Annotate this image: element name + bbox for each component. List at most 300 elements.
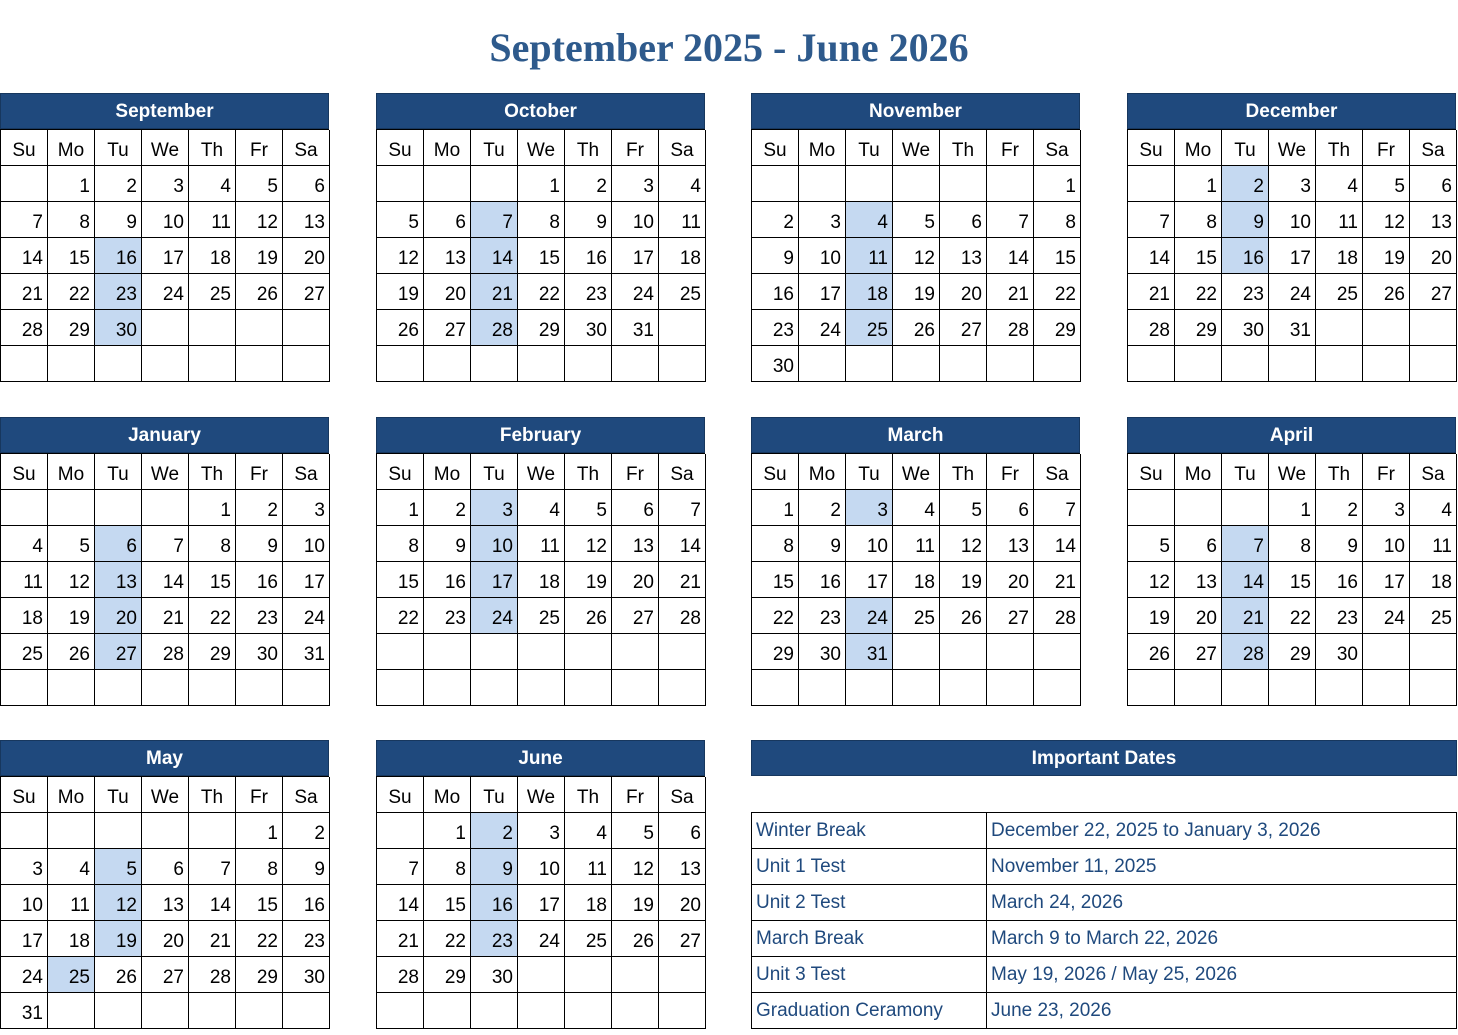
empty-cell xyxy=(893,670,940,706)
day-cell: 4 xyxy=(518,490,565,526)
day-cell: 5 xyxy=(1363,166,1410,202)
day-cell: 4 xyxy=(48,849,95,885)
weekday-label: Sa xyxy=(283,777,330,813)
weekday-label: Su xyxy=(752,454,799,490)
day-cell: 12 xyxy=(565,526,612,562)
day-cell: 26 xyxy=(1363,274,1410,310)
empty-cell xyxy=(142,490,189,526)
day-cell: 18 xyxy=(518,562,565,598)
day-cell: 29 xyxy=(1175,310,1222,346)
empty-cell xyxy=(565,670,612,706)
empty-cell xyxy=(142,813,189,849)
empty-cell xyxy=(1363,346,1410,382)
empty-cell xyxy=(424,166,471,202)
day-cell: 9 xyxy=(283,849,330,885)
empty-cell xyxy=(189,346,236,382)
day-cell: 17 xyxy=(142,238,189,274)
weekday-label: Sa xyxy=(1410,454,1457,490)
empty-cell xyxy=(846,670,893,706)
day-cell: 15 xyxy=(48,238,95,274)
event-date: March 9 to March 22, 2026 xyxy=(987,921,1457,957)
empty-cell xyxy=(659,310,706,346)
month-april xyxy=(1127,417,1456,706)
page-title: September 2025 - June 2026 xyxy=(489,25,969,70)
month-grid xyxy=(751,129,1080,382)
day-cell: 18 xyxy=(893,562,940,598)
day-cell: 16 xyxy=(799,562,846,598)
empty-cell xyxy=(659,634,706,670)
empty-cell xyxy=(799,166,846,202)
day-cell: 15 xyxy=(1175,238,1222,274)
empty-cell xyxy=(612,670,659,706)
day-cell: 14 xyxy=(142,562,189,598)
empty-cell xyxy=(1,813,48,849)
day-cell: 9 xyxy=(95,202,142,238)
day-cell: 2 xyxy=(471,813,518,849)
day-cell: 4 xyxy=(659,166,706,202)
day-cell: 7 xyxy=(659,490,706,526)
day-cell: 29 xyxy=(48,310,95,346)
empty-cell xyxy=(471,993,518,1029)
day-cell: 21 xyxy=(377,921,424,957)
day-cell: 5 xyxy=(565,490,612,526)
day-cell: 5 xyxy=(893,202,940,238)
empty-cell xyxy=(377,346,424,382)
month-name: January xyxy=(0,417,329,453)
weekday-label: Fr xyxy=(612,777,659,813)
day-cell: 16 xyxy=(565,238,612,274)
important-dates-panel xyxy=(751,740,1457,1029)
event-name: Winter Break xyxy=(752,813,987,849)
event-name: Unit 3 Test xyxy=(752,957,987,993)
day-cell: 14 xyxy=(1222,562,1269,598)
day-cell: 10 xyxy=(142,202,189,238)
empty-cell xyxy=(987,166,1034,202)
empty-cell xyxy=(565,346,612,382)
weekday-label: Su xyxy=(1,454,48,490)
day-cell: 19 xyxy=(1128,598,1175,634)
day-cell: 28 xyxy=(377,957,424,993)
day-cell: 1 xyxy=(236,813,283,849)
day-cell: 26 xyxy=(95,957,142,993)
weekday-label: Tu xyxy=(471,777,518,813)
empty-cell xyxy=(142,310,189,346)
empty-cell xyxy=(987,346,1034,382)
day-cell: 20 xyxy=(1175,598,1222,634)
empty-cell xyxy=(1034,346,1081,382)
day-cell: 12 xyxy=(1128,562,1175,598)
day-cell: 26 xyxy=(377,310,424,346)
weekday-label: We xyxy=(1269,130,1316,166)
day-cell: 8 xyxy=(424,849,471,885)
day-cell: 6 xyxy=(424,202,471,238)
day-cell: 21 xyxy=(1128,274,1175,310)
weekday-label: Fr xyxy=(236,454,283,490)
month-name: June xyxy=(376,740,705,776)
day-cell: 17 xyxy=(1269,238,1316,274)
day-cell: 3 xyxy=(1363,490,1410,526)
day-cell: 7 xyxy=(1034,490,1081,526)
empty-cell xyxy=(424,634,471,670)
day-cell: 1 xyxy=(377,490,424,526)
day-cell: 26 xyxy=(565,598,612,634)
day-cell: 6 xyxy=(987,490,1034,526)
day-cell: 25 xyxy=(518,598,565,634)
month-grid xyxy=(376,776,705,1029)
day-cell: 13 xyxy=(424,238,471,274)
month-june xyxy=(376,740,705,1029)
empty-cell xyxy=(236,310,283,346)
day-cell: 2 xyxy=(95,166,142,202)
day-cell: 21 xyxy=(987,274,1034,310)
day-cell: 19 xyxy=(612,885,659,921)
day-cell: 13 xyxy=(987,526,1034,562)
month-grid xyxy=(1127,453,1456,706)
day-cell: 12 xyxy=(893,238,940,274)
important-date-row xyxy=(752,813,1457,849)
day-cell: 25 xyxy=(48,957,95,993)
empty-cell xyxy=(1410,310,1457,346)
event-name: March Break xyxy=(752,921,987,957)
empty-cell xyxy=(893,346,940,382)
weekday-label: Fr xyxy=(987,130,1034,166)
day-cell: 28 xyxy=(987,310,1034,346)
day-cell: 2 xyxy=(1316,490,1363,526)
day-cell: 16 xyxy=(95,238,142,274)
day-cell: 14 xyxy=(1128,238,1175,274)
day-cell: 11 xyxy=(565,849,612,885)
day-cell: 14 xyxy=(1,238,48,274)
day-cell: 15 xyxy=(1034,238,1081,274)
day-cell: 14 xyxy=(471,238,518,274)
empty-cell xyxy=(1222,670,1269,706)
day-cell: 17 xyxy=(518,885,565,921)
day-cell: 22 xyxy=(1034,274,1081,310)
empty-cell xyxy=(471,166,518,202)
weekday-label: Mo xyxy=(1175,130,1222,166)
day-cell: 24 xyxy=(518,921,565,957)
empty-cell xyxy=(612,346,659,382)
day-cell: 6 xyxy=(1410,166,1457,202)
weekday-label: Tu xyxy=(846,454,893,490)
day-cell: 10 xyxy=(471,526,518,562)
day-cell: 14 xyxy=(377,885,424,921)
day-cell: 22 xyxy=(236,921,283,957)
weekday-label: Mo xyxy=(424,454,471,490)
weekday-label: Mo xyxy=(799,454,846,490)
empty-cell xyxy=(1316,670,1363,706)
day-cell: 18 xyxy=(48,921,95,957)
day-cell: 6 xyxy=(612,490,659,526)
weekday-label: We xyxy=(518,130,565,166)
day-cell: 23 xyxy=(471,921,518,957)
day-cell: 23 xyxy=(95,274,142,310)
day-cell: 23 xyxy=(1316,598,1363,634)
day-cell: 24 xyxy=(612,274,659,310)
empty-cell xyxy=(518,670,565,706)
day-cell: 24 xyxy=(283,598,330,634)
empty-cell xyxy=(799,670,846,706)
day-cell: 17 xyxy=(1,921,48,957)
day-cell: 30 xyxy=(799,634,846,670)
day-cell: 10 xyxy=(1363,526,1410,562)
empty-cell xyxy=(893,634,940,670)
empty-cell xyxy=(518,993,565,1029)
empty-cell xyxy=(518,957,565,993)
day-cell: 30 xyxy=(752,346,799,382)
empty-cell xyxy=(48,490,95,526)
day-cell: 10 xyxy=(612,202,659,238)
weekday-label: Su xyxy=(1,130,48,166)
day-cell: 3 xyxy=(142,166,189,202)
empty-cell xyxy=(799,346,846,382)
weekday-label: Sa xyxy=(1410,130,1457,166)
day-cell: 31 xyxy=(283,634,330,670)
day-cell: 30 xyxy=(283,957,330,993)
day-cell: 27 xyxy=(142,957,189,993)
weekday-label: Su xyxy=(1,777,48,813)
day-cell: 21 xyxy=(189,921,236,957)
month-march xyxy=(751,417,1080,706)
empty-cell xyxy=(236,346,283,382)
day-cell: 29 xyxy=(1034,310,1081,346)
day-cell: 7 xyxy=(142,526,189,562)
month-november xyxy=(751,93,1080,382)
day-cell: 26 xyxy=(1128,634,1175,670)
day-cell: 12 xyxy=(940,526,987,562)
day-cell: 16 xyxy=(752,274,799,310)
day-cell: 9 xyxy=(752,238,799,274)
day-cell: 27 xyxy=(95,634,142,670)
empty-cell xyxy=(846,166,893,202)
weekday-label: Fr xyxy=(612,130,659,166)
day-cell: 13 xyxy=(95,562,142,598)
day-cell: 30 xyxy=(236,634,283,670)
event-date: November 11, 2025 xyxy=(987,849,1457,885)
day-cell: 22 xyxy=(377,598,424,634)
day-cell: 18 xyxy=(565,885,612,921)
day-cell: 25 xyxy=(893,598,940,634)
day-cell: 12 xyxy=(612,849,659,885)
empty-cell xyxy=(518,346,565,382)
day-cell: 29 xyxy=(752,634,799,670)
day-cell: 17 xyxy=(1363,562,1410,598)
day-cell: 1 xyxy=(518,166,565,202)
weekday-label: We xyxy=(893,454,940,490)
day-cell: 2 xyxy=(283,813,330,849)
day-cell: 31 xyxy=(846,634,893,670)
day-cell: 11 xyxy=(846,238,893,274)
weekday-label: Th xyxy=(1316,130,1363,166)
month-january xyxy=(0,417,329,706)
important-date-row xyxy=(752,885,1457,921)
day-cell: 14 xyxy=(189,885,236,921)
day-cell: 3 xyxy=(612,166,659,202)
day-cell: 17 xyxy=(799,274,846,310)
day-cell: 13 xyxy=(1410,202,1457,238)
weekday-label: Th xyxy=(189,777,236,813)
day-cell: 22 xyxy=(518,274,565,310)
day-cell: 4 xyxy=(1410,490,1457,526)
day-cell: 18 xyxy=(659,238,706,274)
day-cell: 27 xyxy=(987,598,1034,634)
day-cell: 19 xyxy=(377,274,424,310)
empty-cell xyxy=(1,670,48,706)
empty-cell xyxy=(95,490,142,526)
empty-cell xyxy=(283,670,330,706)
day-cell: 23 xyxy=(1222,274,1269,310)
day-cell: 19 xyxy=(565,562,612,598)
weekday-label: Tu xyxy=(1222,454,1269,490)
empty-cell xyxy=(612,957,659,993)
day-cell: 8 xyxy=(518,202,565,238)
empty-cell xyxy=(940,166,987,202)
day-cell: 1 xyxy=(1034,166,1081,202)
day-cell: 1 xyxy=(752,490,799,526)
important-date-row xyxy=(752,993,1457,1029)
empty-cell xyxy=(565,634,612,670)
day-cell: 27 xyxy=(612,598,659,634)
day-cell: 12 xyxy=(1363,202,1410,238)
empty-cell xyxy=(987,634,1034,670)
weekday-label: Su xyxy=(752,130,799,166)
day-cell: 2 xyxy=(752,202,799,238)
day-cell: 7 xyxy=(1222,526,1269,562)
day-cell: 22 xyxy=(424,921,471,957)
day-cell: 5 xyxy=(612,813,659,849)
weekday-label: Tu xyxy=(95,454,142,490)
month-name: September xyxy=(0,93,329,129)
weekday-label: Mo xyxy=(1175,454,1222,490)
empty-cell xyxy=(471,346,518,382)
day-cell: 3 xyxy=(799,202,846,238)
important-date-row xyxy=(752,957,1457,993)
day-cell: 1 xyxy=(1175,166,1222,202)
day-cell: 24 xyxy=(1269,274,1316,310)
empty-cell xyxy=(612,634,659,670)
empty-cell xyxy=(1128,490,1175,526)
empty-cell xyxy=(1128,346,1175,382)
empty-cell xyxy=(1034,634,1081,670)
day-cell: 9 xyxy=(799,526,846,562)
empty-cell xyxy=(940,634,987,670)
empty-cell xyxy=(471,634,518,670)
day-cell: 6 xyxy=(659,813,706,849)
weekday-label: Fr xyxy=(1363,130,1410,166)
day-cell: 20 xyxy=(987,562,1034,598)
day-cell: 19 xyxy=(48,598,95,634)
day-cell: 28 xyxy=(1034,598,1081,634)
day-cell: 12 xyxy=(377,238,424,274)
weekday-label: Mo xyxy=(799,130,846,166)
weekday-label: Tu xyxy=(471,130,518,166)
day-cell: 8 xyxy=(1175,202,1222,238)
day-cell: 17 xyxy=(612,238,659,274)
empty-cell xyxy=(1222,346,1269,382)
day-cell: 13 xyxy=(1175,562,1222,598)
weekday-label: Tu xyxy=(95,130,142,166)
empty-cell xyxy=(1410,634,1457,670)
day-cell: 20 xyxy=(612,562,659,598)
empty-cell xyxy=(565,957,612,993)
day-cell: 5 xyxy=(48,526,95,562)
day-cell: 20 xyxy=(95,598,142,634)
weekday-label: We xyxy=(518,454,565,490)
empty-cell xyxy=(95,813,142,849)
weekday-label: Su xyxy=(377,454,424,490)
day-cell: 19 xyxy=(95,921,142,957)
empty-cell xyxy=(1175,670,1222,706)
month-grid xyxy=(0,129,329,382)
day-cell: 9 xyxy=(565,202,612,238)
weekday-label: Th xyxy=(1316,454,1363,490)
day-cell: 20 xyxy=(424,274,471,310)
day-cell: 28 xyxy=(189,957,236,993)
empty-cell xyxy=(377,634,424,670)
day-cell: 10 xyxy=(799,238,846,274)
empty-cell xyxy=(189,993,236,1029)
weekday-label: Tu xyxy=(1222,130,1269,166)
day-cell: 3 xyxy=(518,813,565,849)
empty-cell xyxy=(1128,670,1175,706)
day-cell: 28 xyxy=(659,598,706,634)
weekday-label: Mo xyxy=(48,777,95,813)
empty-cell xyxy=(612,993,659,1029)
month-name: March xyxy=(751,417,1080,453)
empty-cell xyxy=(1410,346,1457,382)
day-cell: 11 xyxy=(1410,526,1457,562)
day-cell: 12 xyxy=(236,202,283,238)
day-cell: 7 xyxy=(987,202,1034,238)
day-cell: 15 xyxy=(518,238,565,274)
weekday-label: Tu xyxy=(95,777,142,813)
day-cell: 5 xyxy=(236,166,283,202)
day-cell: 24 xyxy=(1363,598,1410,634)
month-september xyxy=(0,93,329,382)
month-grid xyxy=(1127,129,1456,382)
day-cell: 27 xyxy=(940,310,987,346)
day-cell: 26 xyxy=(893,310,940,346)
day-cell: 24 xyxy=(846,598,893,634)
day-cell: 11 xyxy=(189,202,236,238)
empty-cell xyxy=(236,670,283,706)
day-cell: 2 xyxy=(1222,166,1269,202)
weekday-label: Tu xyxy=(846,130,893,166)
weekday-label: Fr xyxy=(612,454,659,490)
weekday-label: We xyxy=(142,130,189,166)
empty-cell xyxy=(283,346,330,382)
month-name: October xyxy=(376,93,705,129)
day-cell: 22 xyxy=(1175,274,1222,310)
empty-cell xyxy=(142,346,189,382)
empty-cell xyxy=(48,813,95,849)
day-cell: 11 xyxy=(1316,202,1363,238)
day-cell: 29 xyxy=(1269,634,1316,670)
empty-cell xyxy=(659,670,706,706)
day-cell: 4 xyxy=(846,202,893,238)
day-cell: 13 xyxy=(142,885,189,921)
weekday-label: Sa xyxy=(659,777,706,813)
day-cell: 3 xyxy=(846,490,893,526)
day-cell: 28 xyxy=(142,634,189,670)
empty-cell xyxy=(377,166,424,202)
event-name: Unit 1 Test xyxy=(752,849,987,885)
day-cell: 25 xyxy=(565,921,612,957)
day-cell: 4 xyxy=(1,526,48,562)
empty-cell xyxy=(846,346,893,382)
day-cell: 21 xyxy=(659,562,706,598)
day-cell: 23 xyxy=(565,274,612,310)
